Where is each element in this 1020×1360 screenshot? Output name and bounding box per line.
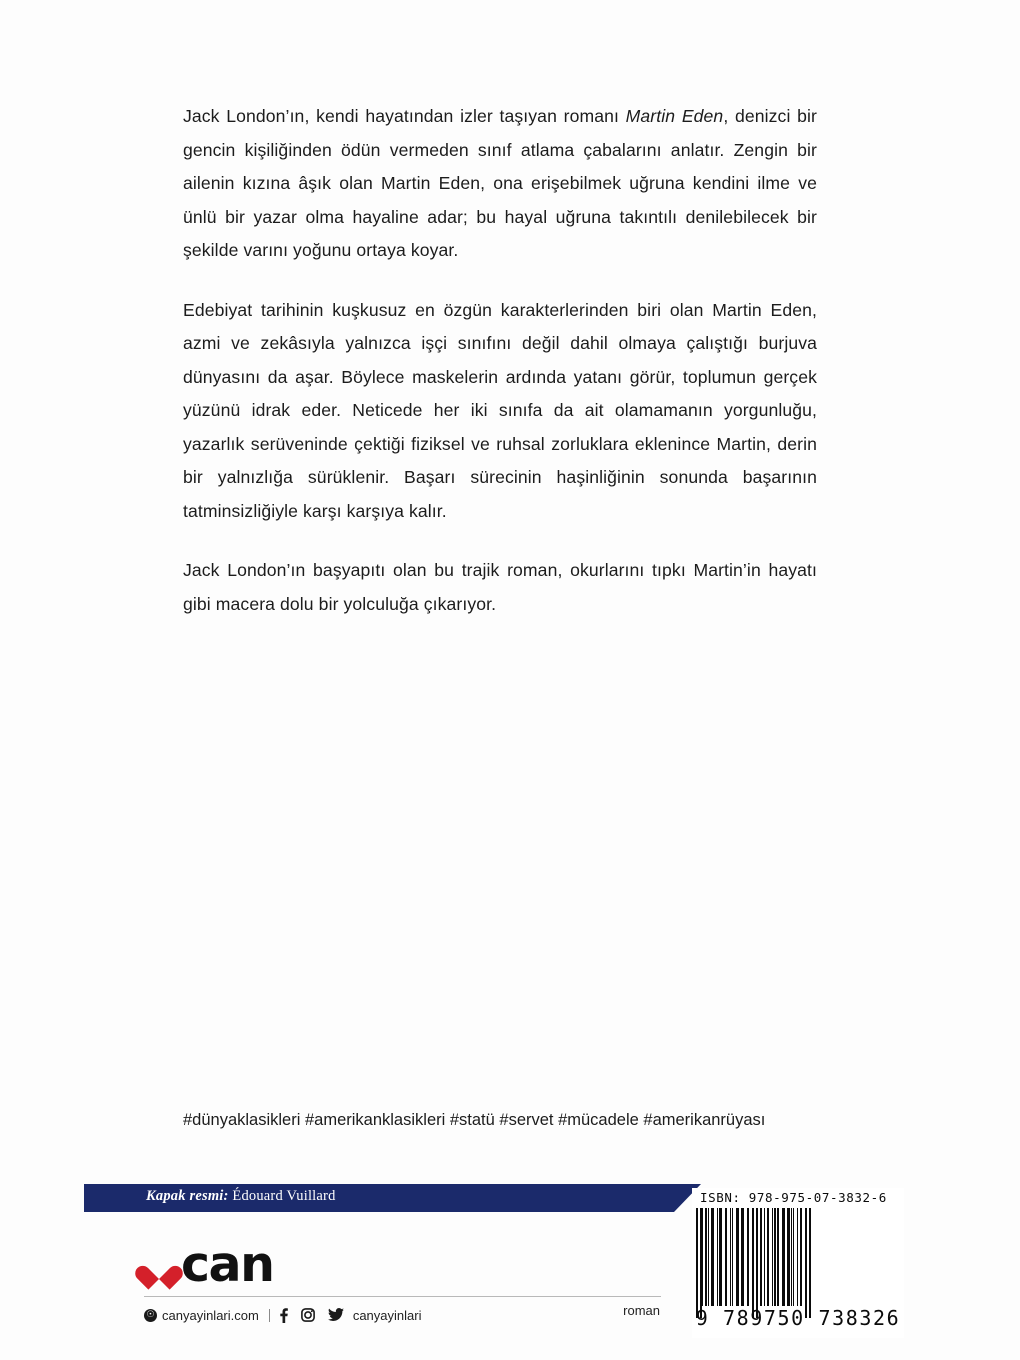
cover-credit-text <box>146 1188 336 1205</box>
globe-icon: ☉ <box>144 1309 157 1322</box>
publisher-name: can <box>181 1236 274 1293</box>
social-handle: canyayinlari <box>352 1307 422 1323</box>
isbn-label: ISBN: 978-975-07-3832-6 <box>700 1190 887 1205</box>
footer-separator <box>269 1309 270 1322</box>
barcode-bar <box>809 1208 811 1318</box>
genre-label: roman <box>623 1303 660 1318</box>
twitter-icon[interactable] <box>328 1308 344 1322</box>
blurb-paragraph-3 <box>183 554 817 621</box>
blurb-text-run: Jack London’ın, kendi hayatından izler taşıyan romanı <box>183 106 626 126</box>
ean-digits: 9 789750 738326 <box>695 1306 901 1330</box>
publisher-logo <box>144 1236 274 1293</box>
footer-divider <box>144 1296 661 1297</box>
barcode <box>692 1188 904 1338</box>
blurb-paragraph-1 <box>183 100 817 268</box>
website-link[interactable]: canyayinlari.com <box>162 1307 259 1323</box>
blurb-text-run: Edebiyat tarihinin kuşkusuz en özgün karakterlerinden biri olan Martin Eden, azmi ve zekâsıyla yalnızca işçi sınıfını değil dahil olmaya çalıştığı burjuva dünyasını da aşar. Böylece maskelerin ardında yatanı görür, toplumun gerçek yüzünü idrak eder. Neticede her iki sınıfa da ait olamamanın yorgunluğu, yazarlık serüveninde çektiği fiziksel ve ruhsal zorluklara eklenince Martin, derin bir yalnızlığa sürüklenir. Başarı sürecinin haşinliğinin sonunda başarının tatminsizliğiyle karşı karşıya kalır. <box>183 299 817 521</box>
cover-credit-bar <box>84 1184 674 1212</box>
blurb-text-block <box>183 100 817 621</box>
barcode-bars <box>696 1208 900 1306</box>
cover-credit-value: Édouard Vuillard <box>232 1188 336 1204</box>
instagram-icon[interactable] <box>301 1308 315 1322</box>
hashtag-list: #dünyaklasikleri #amerikanklasikleri #statü #servet #mücadele #amerikanrüyası <box>183 1111 766 1129</box>
blurb-paragraph-2 <box>183 294 817 529</box>
blurb-text-run: , denizci bir gencin kişiliğinden ödün vermeden sınıf atlama çabalarını anlatır. Zengin bir ailenin kızına âşık olan Martin Eden, ona erişebilmek uğruna kendini ilme ve ünlü bir yazar olma hayaline adar; bu hayal uğruna takıntılı denilebilecek bir şekilde varını yoğunu ortaya koyar. <box>183 106 817 260</box>
book-title-italic: Martin Eden <box>625 106 724 126</box>
blurb-text-run: Jack London’ın başyapıtı olan bu trajik roman, okurlarını tıpkı Martin’in hayatı gibi macera dolu bir yolculuğa çıkarıyor. <box>183 560 817 614</box>
cover-credit-label: Kapak resmi: <box>146 1188 229 1204</box>
facebook-icon[interactable] <box>280 1308 288 1323</box>
heart-icon <box>144 1254 174 1282</box>
